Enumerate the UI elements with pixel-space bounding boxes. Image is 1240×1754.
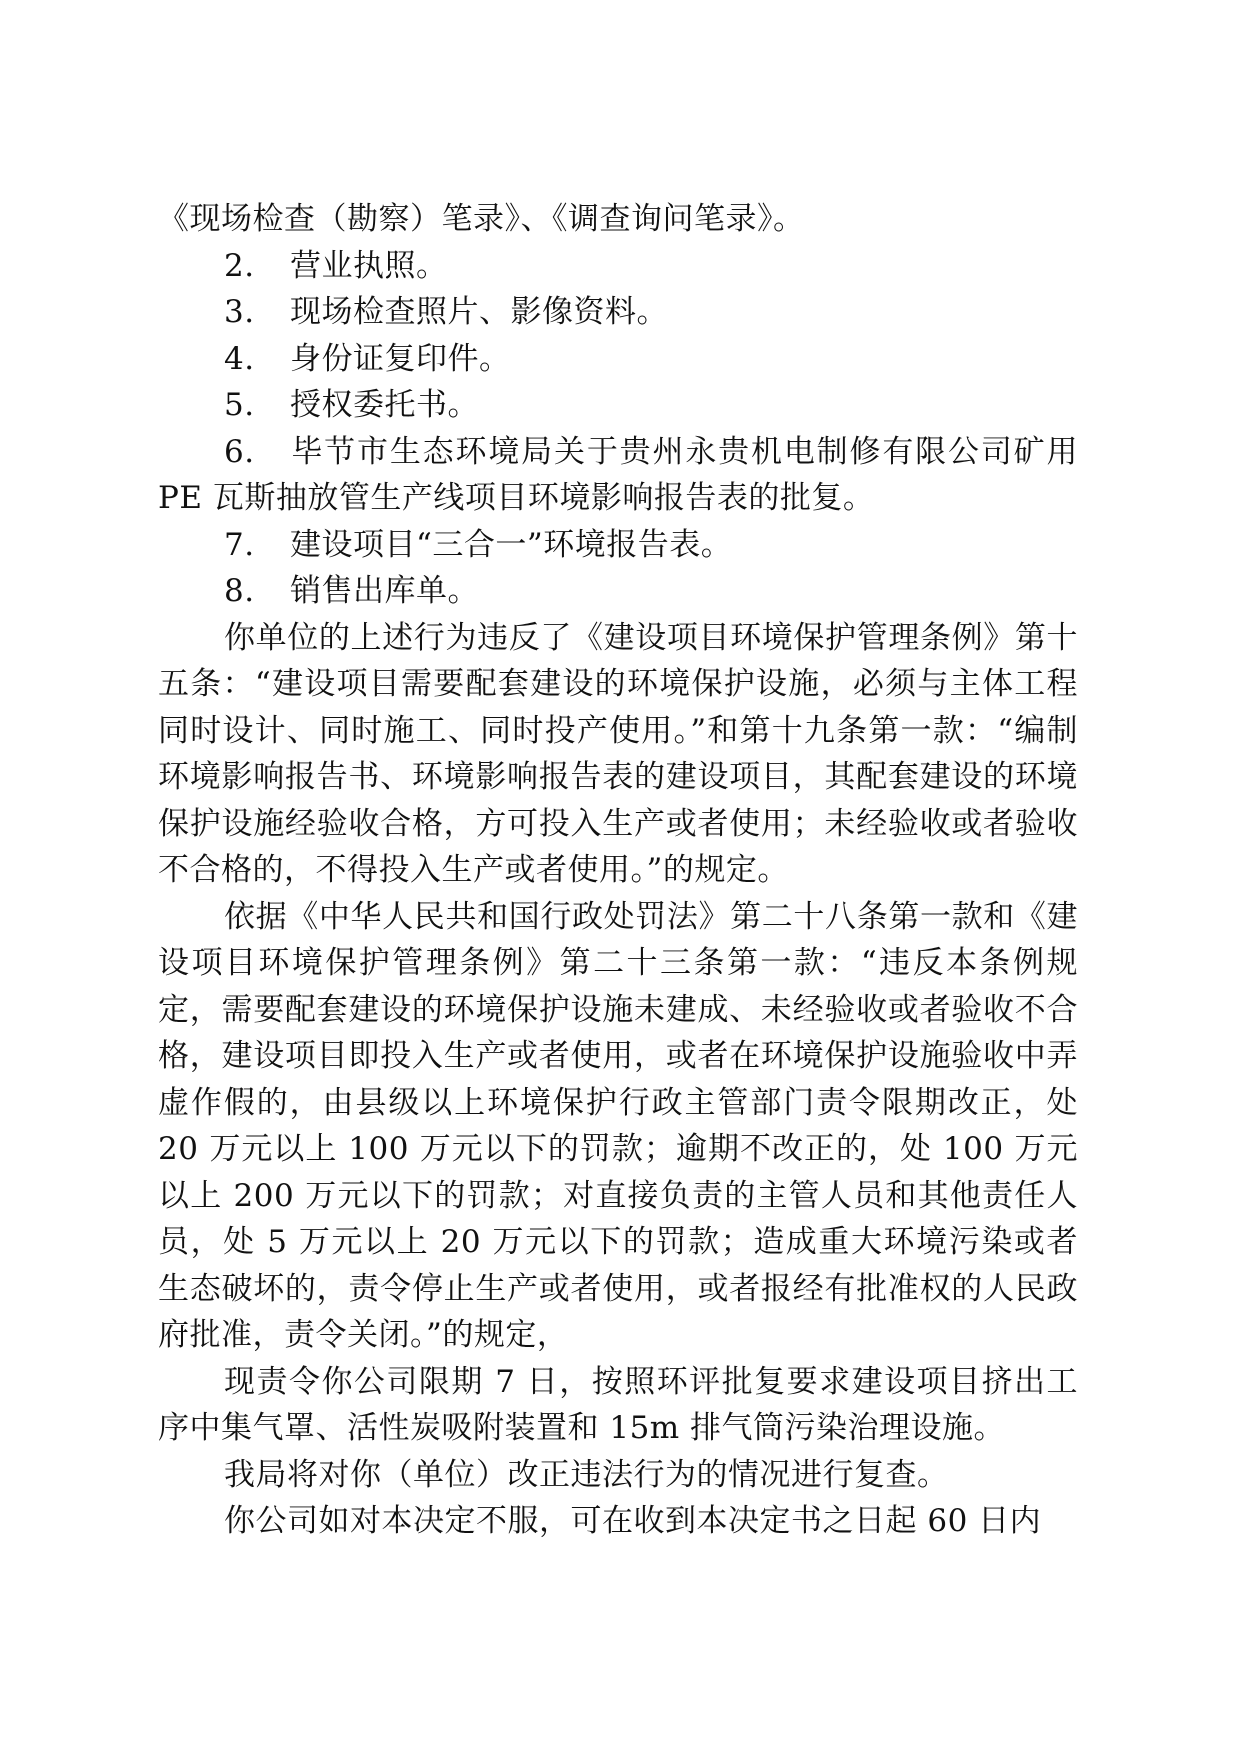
evidence-item-2: [158, 243, 1078, 290]
evidence-item-number: 4.: [224, 340, 255, 377]
evidence-item-text: 毕节市生态环境局关于贵州永贵机电制修有限公司矿用 PE 瓦斯抽放管生产线项目环境影响报告表的批复。: [158, 433, 1078, 516]
evidence-item-4: [158, 336, 1078, 383]
evidence-item-text: 建设项目“三合一”环境报告表。: [290, 526, 733, 563]
evidence-item-7: [158, 522, 1078, 569]
evidence-item-number: 5.: [224, 387, 255, 423]
order-paragraph: 现责令你公司限期 7 日，按照环评批复要求建设项目挤出工序中集气罩、活性炭吸附装置和 15m 排气筒污染治理设施。: [158, 1363, 1078, 1446]
evidence-item-8: [158, 568, 1078, 615]
evidence-item-text: 身份证复印件。: [290, 340, 511, 377]
continuation-line: 《现场检查（勘察）笔录》、《调查询问笔录》。: [158, 201, 805, 237]
evidence-item-6: [158, 429, 1078, 522]
evidence-item-text: 现场检查照片、影像资料。: [290, 294, 668, 330]
evidence-item-3: [158, 289, 1078, 336]
evidence-item-number: 3.: [224, 294, 255, 330]
evidence-item-text: 营业执照。: [290, 247, 448, 284]
review-paragraph: 我局将对你（单位）改正违法行为的情况进行复查。: [224, 1456, 949, 1493]
evidence-item-number: 7.: [224, 526, 255, 563]
evidence-item-text: 销售出库单。: [290, 573, 479, 609]
evidence-item-number: 8.: [224, 573, 255, 609]
evidence-item-text: 授权委托书。: [290, 387, 479, 423]
evidence-item-5: [158, 382, 1078, 429]
appeal-paragraph: 你公司如对本决定不服，可在收到本决定书之日起 60 日内: [224, 1503, 1042, 1539]
document-body: [158, 196, 1078, 1545]
legal-basis-paragraph: 依据《中华人民共和国行政处罚法》第二十八条第一款和《建设项目环境保护管理条例》第二十三条第一款：“违反本条例规定，需要配套建设的环境保护设施未建成、未经验收或者验收不合格，建设项目即投入生产或者使用，或者在环境保护设施验收中弄虚作假的，由县级以上环境保护行政主管部门责令限期改正，处 20 万元以上 100 万元以下的罚款；逾期不改正的，处 100 万元以上 200 万元以下的罚款；对直接负责的主管人员和其他责任人员，处 5 万元以上 20 万元以下的罚款；造成重大环境污染或者生态破坏的，责令停止生产或者使用，或者报经有批准权的人民政府批准，责令关闭。”的规定，: [158, 898, 1078, 1353]
evidence-item-number: 2.: [224, 247, 255, 284]
violation-paragraph: 你单位的上述行为违反了《建设项目环境保护管理条例》第十五条：“建设项目需要配套建设的环境保护设施，必须与主体工程同时设计、同时施工、同时投产使用。”和第十九条第一款：“编制环境影响报告书、环境影响报告表的建设项目，其配套建设的环境保护设施经验收合格，方可投入生产或者使用；未经验收或者验收不合格的，不得投入生产或者使用。”的规定。: [158, 619, 1078, 888]
evidence-item-number: 6.: [224, 433, 255, 470]
